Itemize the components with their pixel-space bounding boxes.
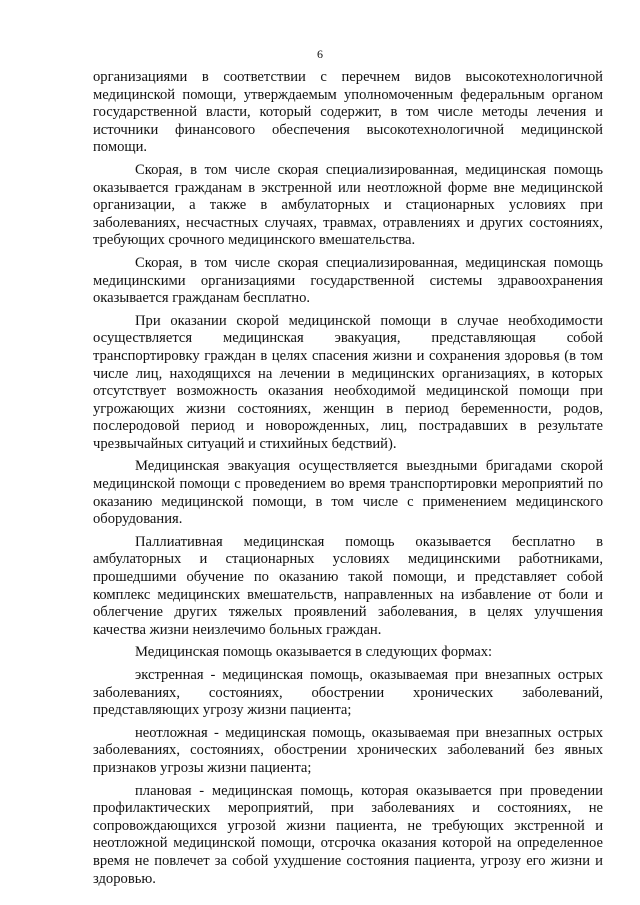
- page-number: 6: [317, 47, 323, 61]
- paragraph-emergency-care: Скорая, в том числе скорая специализированная, медицинская помощь оказывается гражданам в экстренной или неотложной форме вне медицинской организации, а также в амбулаторных и стационарных условиях при заболеваниях, несчастных случаях, травмах, отравлениях и других состояниях, требующих срочного медицинского вмешательства.: [93, 161, 603, 249]
- paragraph-emergency-care-free: Скорая, в том числе скорая специализированная, медицинская помощь медицинскими организациями государственной системы здравоохранения оказывается гражданам бесплатно.: [93, 254, 603, 307]
- paragraph-care-forms: Медицинская помощь оказывается в следующих формах:: [135, 644, 493, 661]
- paragraph-form-urgent: неотложная - медицинская помощь, оказываемая при внезапных острых заболеваниях, состояниях, обострении хронических заболеваний без явных признаков угрозы жизни пациента;: [93, 724, 603, 776]
- paragraph-evacuation-teams: Медицинская эвакуация осуществляется выездными бригадами скорой медицинской помощи с проведением во время транспортировки мероприятий по оказанию медицинской помощи, в том числе с применением медицинского оборудования.: [93, 458, 603, 528]
- paragraph-continuation: организациями в соответствии с перечнем видов высокотехнологичной медицинской помощи, утверждаемым уполномоченным федеральным органом государственной власти, который содержит, в том числе методы лечения и источники финансового обеспечения высокотехнологичной медицинской помощи.: [93, 69, 603, 156]
- paragraph-medical-evacuation: При оказании скорой медицинской помощи в случае необходимости осуществляется медицинская эвакуация, представляющая собой транспортировку граждан в целях спасения жизни и сохранения здоровья (в том числе лиц, находящихся на лечении в медицинских организациях, в которых отсутствует возможность оказания необходимой медицинской помощи при угрожающих жизни состояниях, женщин в период беременности, родов, послеродовой период и новорожденных, лиц, пострадавших в результате чрезвычайных ситуаций и стихийных бедствий).: [93, 312, 603, 452]
- paragraph-form-planned: плановая - медицинская помощь, которая оказывается при проведении профилактических мероприятий, при заболеваниях и состояниях, не сопровождающихся угрозой жизни пациента, не требующих экстренной и неотложной медицинской помощи, отсрочка оказания которой на определенное время не повлечет за собой ухудшение состояния пациента, угрозу его жизни и здоровью.: [93, 782, 603, 887]
- paragraph-form-emergency: экстренная - медицинская помощь, оказываемая при внезапных острых заболеваниях, состояниях, обострении хронических заболеваний, представляющих угрозу жизни пациента;: [93, 667, 603, 719]
- paragraph-palliative-care: Паллиативная медицинская помощь оказывается бесплатно в амбулаторных и стационарных условиях медицинскими работниками, прошедшими обучение по оказанию такой помощи, и представляет собой комплекс медицинских вмешательств, направленных на избавление от боли и облегчение других тяжелых проявлений заболевания, в целях улучшения качества жизни неизлечимо больных граждан.: [93, 533, 603, 638]
- document-body: [93, 69, 603, 888]
